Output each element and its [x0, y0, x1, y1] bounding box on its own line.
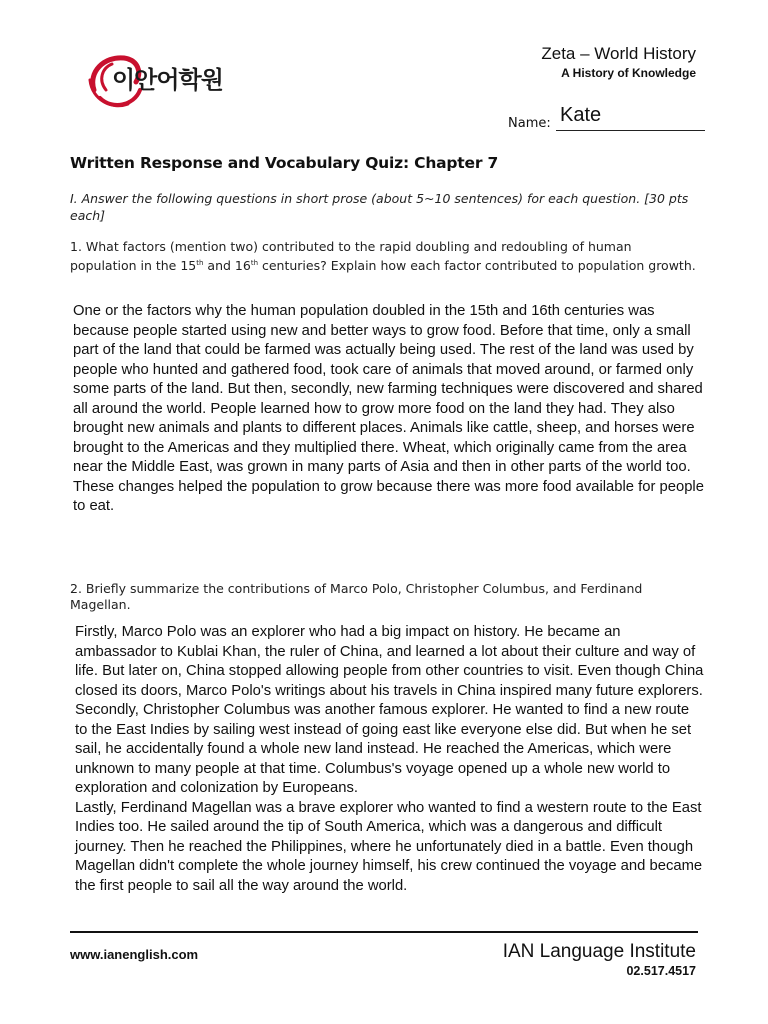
question-1-sup-b: th — [250, 259, 259, 267]
question-1-text-b: and 16 — [203, 258, 251, 274]
footer-institute-name: IAN Language Institute — [502, 941, 696, 962]
question-1-text-c: centuries? Explain how each factor contributed to population growth. — [258, 258, 696, 274]
footer-divider — [70, 931, 698, 933]
name-label: Name: — [508, 116, 551, 131]
answer-2 — [75, 623, 705, 896]
question-1 — [70, 239, 698, 274]
quiz-title: Written Response and Vocabulary Quiz: Chapter 7 — [70, 154, 499, 172]
answer-1-text: One or the factors why the human population doubled in the 15th and 16th centuries was because people started using new and better ways to grow food. Before that time, only a small part of the land that could be farmed was actually being used. The rest of the land was used by people who hunted and gathered food, took care of animals that moved around, or farmed only some parts of the land. But then, secondly, new farming techniques were discovered and shared all around the world. People learned how to grow more food on the land they had. They also brought new animals and plants to different places. Animals like cattle, sheep, and horses were brought to the Americas and they multiplied there. Wheat, which originally came from the area near the Middle East, was grown in many parts of Asia and then in other parts of the world too. These changes helped the population to grow because there was more food available for people to eat. — [73, 303, 704, 514]
course-title: Zeta – World History — [541, 44, 696, 63]
logo-text: 이안어학원 — [112, 66, 223, 94]
quiz-instructions: I. Answer the following questions in short prose (about 5~10 sentences) for each question. [30 pts each] — [70, 191, 689, 223]
course-subtitle: A History of Knowledge — [561, 66, 696, 80]
footer-url: www.ianenglish.com — [70, 947, 199, 962]
answer-2-paragraph-2: Secondly, Christopher Columbus was another famous explorer. He wanted to find a new route to the East Indies by sailing west instead of going east like everyone else did. But when he set sail, he accidentally found a whole new land instead. He reached the Americas, which were unknown to many people at that time. Columbus's voyage opened up a whole new world to exploration and colonization by Europeans. — [75, 702, 692, 796]
name-underline — [556, 130, 705, 131]
answer-2-paragraph-3: Lastly, Ferdinand Magellan was a brave explorer who wanted to find a western route to the East Indies too. He sailed around the tip of South America, which was a dangerous and difficult journey. Then he reached the Philippines, where he unfortunately died in a battle. Even though Magellan didn't complete the whole journey himself, his crew continued the voyage and became the first people to sail all the way around the world. — [75, 799, 703, 894]
question-1-sup-a: th — [196, 259, 204, 267]
footer-phone: 02.517.4517 — [626, 964, 696, 978]
question-1-text-a: 1. What factors (mention two) contributed to the rapid doubling and redoubling of human population in the 15 — [70, 239, 632, 274]
answer-2-paragraph-1: Firstly, Marco Polo was an explorer who had a big impact on history. He became an ambassador to Kublai Khan, the ruler of China, and learned a lot about their culture and way of life. But later on, China stopped allowing people from other countries to visit. Even though China closed its doors, Marco Polo's writings about his travels in China inspired many future explorers. — [75, 624, 704, 699]
question-2: 2. Briefly summarize the contributions of Marco Polo, Christopher Columbus, and Ferdinand Magellan. — [70, 581, 643, 612]
answer-1 — [73, 302, 705, 517]
name-field[interactable] — [508, 104, 708, 132]
name-value: Kate — [560, 104, 602, 126]
